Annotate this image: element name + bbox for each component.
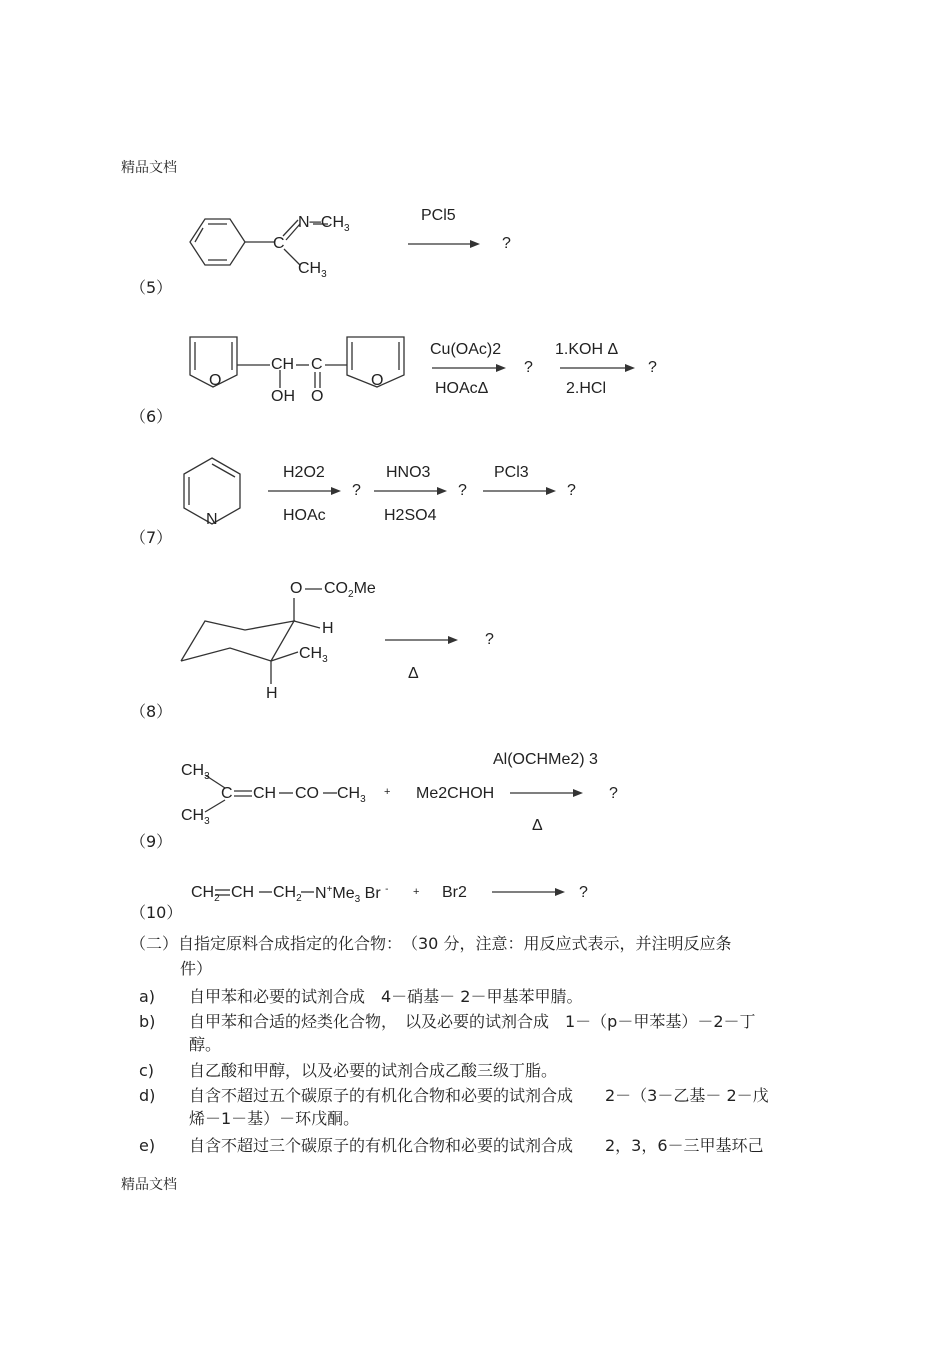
chem-label: $CH_2$ [191, 884, 220, 904]
chem-label: C [273, 235, 285, 252]
item-text: 自含不超过三个碳原子的有机化合物和必要的试剂合成 2，3，6－三甲基环己 [189, 1136, 764, 1155]
reagent-top: Al(OCHMe2) 3 [493, 751, 598, 768]
product-unknown: ? [567, 482, 576, 499]
product-unknown: ? [648, 359, 657, 376]
reaction-label: （10） [130, 903, 183, 922]
chem-label: H [266, 685, 278, 702]
reagent-top: Cu(OAc)2 [430, 341, 502, 358]
product-unknown: ? [524, 359, 533, 376]
item-text-cont: 烯－1－基）－环戊酮。 [189, 1109, 360, 1128]
reaction-label: （5） [130, 278, 173, 297]
product-unknown: ? [502, 235, 511, 252]
reactant: Br2 [442, 884, 467, 901]
product-unknown: ? [458, 482, 467, 499]
chem-label: $N^+Me_3$ Br - [315, 884, 389, 905]
reaction-label: （9） [130, 832, 173, 851]
item-text-cont: 醇。 [189, 1035, 222, 1054]
item-text: 自甲苯和合适的烃类化合物， 以及必要的试剂合成 1－（p－甲苯基）－2－丁 [189, 1012, 756, 1031]
chem-label: O [311, 388, 324, 405]
reagent-bottom: HOAc [283, 507, 326, 524]
plus-sign: + [413, 886, 420, 898]
reagent-bottom: 2.HCl [566, 380, 607, 397]
item-letter: b) [139, 1012, 156, 1031]
section-title-cont: 件） [180, 959, 213, 978]
chem-label: C [311, 356, 323, 373]
section-title: （二）自指定原料合成指定的化合物： （30 分，注意：用反应式表示，并注明反应条 [130, 934, 732, 953]
chem-label: O [371, 372, 384, 389]
chem-label: $CH_3$ [298, 260, 327, 280]
chem-label: CH [253, 785, 277, 802]
reagent-top: PCl5 [421, 207, 456, 224]
item-text: 自乙酸和甲醇，以及必要的试剂合成乙酸三级丁脂。 [189, 1061, 558, 1080]
reagent-bottom: Δ [532, 817, 543, 834]
reagent-bottom: HOAcΔ [435, 380, 489, 397]
chem-label: N [206, 511, 218, 528]
chem-label: $CH_2$ [273, 884, 302, 904]
chem-label: O [290, 580, 303, 597]
reagent-bottom: H2SO4 [384, 507, 437, 524]
cyclohexane-chair [181, 621, 294, 661]
plus-sign: + [384, 786, 391, 798]
chem-label: $CH_3$ [181, 807, 210, 827]
reagent-top: PCl3 [494, 464, 529, 481]
reagent-top: 1.KOH Δ [555, 341, 619, 358]
item-text: 自含不超过五个碳原子的有机化合物和必要的试剂合成 2－（3－乙基－ 2－戊 [189, 1086, 769, 1105]
reaction-label: （7） [130, 528, 173, 547]
product-unknown: ? [609, 785, 618, 802]
item-letter: d) [139, 1086, 156, 1105]
chem-label: CH [231, 884, 255, 901]
chem-label: $CH_3$ [299, 645, 328, 665]
chem-label: $CO_2Me$ [324, 580, 376, 600]
chem-label: $N─CH_3$ [298, 214, 350, 234]
reagent-top: HNO3 [386, 464, 431, 481]
reaction-label: （8） [130, 702, 173, 721]
item-letter: c) [139, 1061, 155, 1080]
chem-label: H [322, 620, 334, 637]
benzene-ring [190, 219, 245, 265]
item-letter: e) [139, 1136, 156, 1155]
chem-label: CH [271, 356, 295, 373]
chem-label: O [209, 372, 222, 389]
chem-label: CO [295, 785, 319, 802]
item-letter: a) [139, 987, 156, 1006]
reactant: Me2CHOH [416, 785, 495, 802]
reagent-bottom: Δ [408, 665, 419, 682]
chem-label: $CH_3$ [181, 762, 210, 782]
reaction-label: （6） [130, 407, 173, 426]
chem-label: OH [271, 388, 295, 405]
page-footer: 精品文档 [121, 1177, 177, 1193]
product-unknown: ? [352, 482, 361, 499]
product-unknown: ? [579, 884, 588, 901]
chem-label: C [221, 785, 233, 802]
item-text: 自甲苯和必要的试剂合成 4－硝基－ 2－甲基苯甲腈。 [189, 987, 583, 1006]
page-header: 精品文档 [121, 160, 177, 176]
chem-label: $CH_3$ [337, 785, 366, 805]
product-unknown: ? [485, 631, 494, 648]
reagent-top: H2O2 [283, 464, 325, 481]
